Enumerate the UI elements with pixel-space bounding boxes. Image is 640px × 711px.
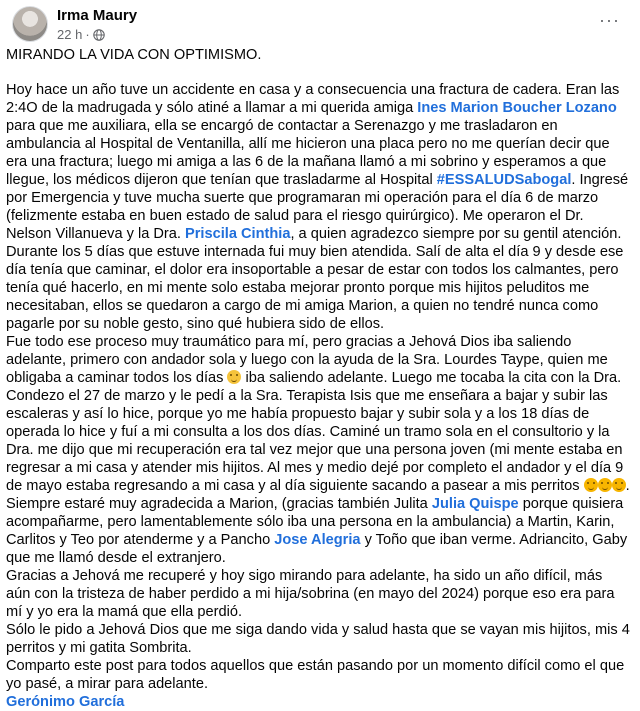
paragraph-4: Sólo le pido a Jehová Dios que me siga dando vida y salud hasta que se vayan mis hijitos, mis 4 perritos y mi gatita Sombrita. — [6, 622, 630, 656]
text-segment: . Siempre estaré muy agradecida a Marion, (gracias también Julita — [6, 478, 630, 512]
text-segment: Hoy hace un año tuve un accidente en casa y a consecuencia una fractura de cadera. Eran las 2:4O de la madrugada y sólo atiné a llamar a mi querida amiga — [6, 82, 620, 116]
text-segment: y Toño que iban verme. Adriancito, Gaby que me llamó desde el extranjero. — [6, 532, 628, 566]
smiling-face-emoji — [227, 370, 241, 384]
mention-ines-marion[interactable]: Ines Marion Boucher Lozano — [417, 100, 617, 116]
hashtag-essalud[interactable]: #ESSALUDSabogal — [436, 172, 572, 188]
paragraph-6 — [6, 693, 630, 711]
text-segment: , a quien agradezco siempre por su gentil atención. Durante los 5 días que estuve internada fui muy bien atendida. Salí de alta el día 9 y desde ese día tenía que caminar, el dolor era insoportable a pesar de estar con todos los calmantes, pero tenía qué hacerlo, en mi mente solo estaba mejorar pronto porque mis hijitos peluditos me necesitaban, ellos se quedaron a cargo de mi amiga Marion, a quien no tendré nunca como pagarle por su noble gesto, sino qué hubiera sido de ellos. — [6, 226, 624, 332]
smiling-face-emoji — [584, 478, 598, 492]
text-segment: Fue todo ese proceso muy traumático para mí, pero gracias a Jehová Dios iba saliendo adelante, primero con andador sola y luego con la ayuda de la Sra. Lourdes Taype, quien me obligaba a caminar todos los días — [6, 334, 608, 386]
mention-jose-alegria[interactable]: Jose Alegria — [274, 532, 361, 548]
avatar[interactable] — [12, 6, 48, 42]
paragraph-3: Gracias a Jehová me recuperé y hoy sigo mirando para adelante, ha sido un año difícil, más aún con la tristeza de haber perdido a mi hija/sobrina (en mayo del 2024) porque eso era para mí y yo era la mamá que ella perdió. — [6, 568, 615, 620]
mention-julia-quispe[interactable]: Julia Quispe — [431, 496, 519, 512]
more-options-button[interactable]: ··· — [599, 10, 620, 30]
paragraph-5: Comparto este post para todos aquellos que están pasando por un momento difícil como el que yo pasé, a mirar para adelante. — [6, 658, 625, 692]
post-meta — [57, 27, 105, 42]
smiling-face-emoji — [598, 478, 612, 492]
text-segment: . Ingresé por Emergencia y tuve mucha suerte que programaran mi operación para el día 6 de marzo (felizmente estaba en buen estado de salud para el riesgo quirúrgico). Me operaron el Dr. Nelson Villanueva y la Dra. — [6, 172, 629, 242]
paragraph-1 — [6, 81, 630, 333]
text-segment: para que me auxiliara, ella se encargó de contactar a Serenazgo y me trasladaron en ambulancia al Hospital de Ventanilla, allí me hicieron una placa pero no me querían decir que era una fractura; luego mi amiga a las 6 de la mañana llamó a mi sobrino y esperamos a que llegue, los médicos dijeron que tenían que trasladarme al Hospital — [6, 118, 610, 188]
paragraph-2 — [6, 333, 630, 567]
post-title: MIRANDO LA VIDA CON OPTIMISMO. — [6, 47, 262, 63]
post-header — [6, 0, 630, 46]
mention-geronimo-garcia[interactable]: Gerónimo García — [6, 694, 125, 710]
post-time[interactable]: 22 h — [57, 27, 83, 42]
post-body — [6, 46, 630, 711]
author-name[interactable]: Irma Maury — [57, 7, 138, 24]
mention-priscila[interactable]: Priscila Cinthia — [185, 226, 291, 242]
text-segment: porque quisiera acompañarme, pero lamentablemente sólo iba una persona en la ambulancia) a Martin, Karin, Carlitos y Teo por atenderme y a Pancho — [6, 496, 624, 548]
text-segment: iba saliendo adelante. Luego me tocaba la cita con la Dra. Condezo el 27 de marzo y le pedí a la Sra. Terapista Isis que me enseñara a bajar y subir las escaleras y así lo hice, porque yo me había propuesto bajar y subir sola y a los 18 días de operada lo hice y fuí a mi consulta a los dos días. Caminé un tramo sola en el consultorio y la Dra. me dijo que mi recuperación era tal vez mejor que una persona joven (mi mente estaba en regresar a mi casa y atender mis hijitos. Al mes y medio dejé por completo el andador y el día 9 de mayo estaba regresando a mi casa y al día siguiente sacando a pasear a mis perritos — [6, 370, 624, 494]
meta-separator: · — [85, 27, 90, 42]
smiling-face-emoji — [612, 478, 626, 492]
globe-icon — [93, 29, 105, 41]
